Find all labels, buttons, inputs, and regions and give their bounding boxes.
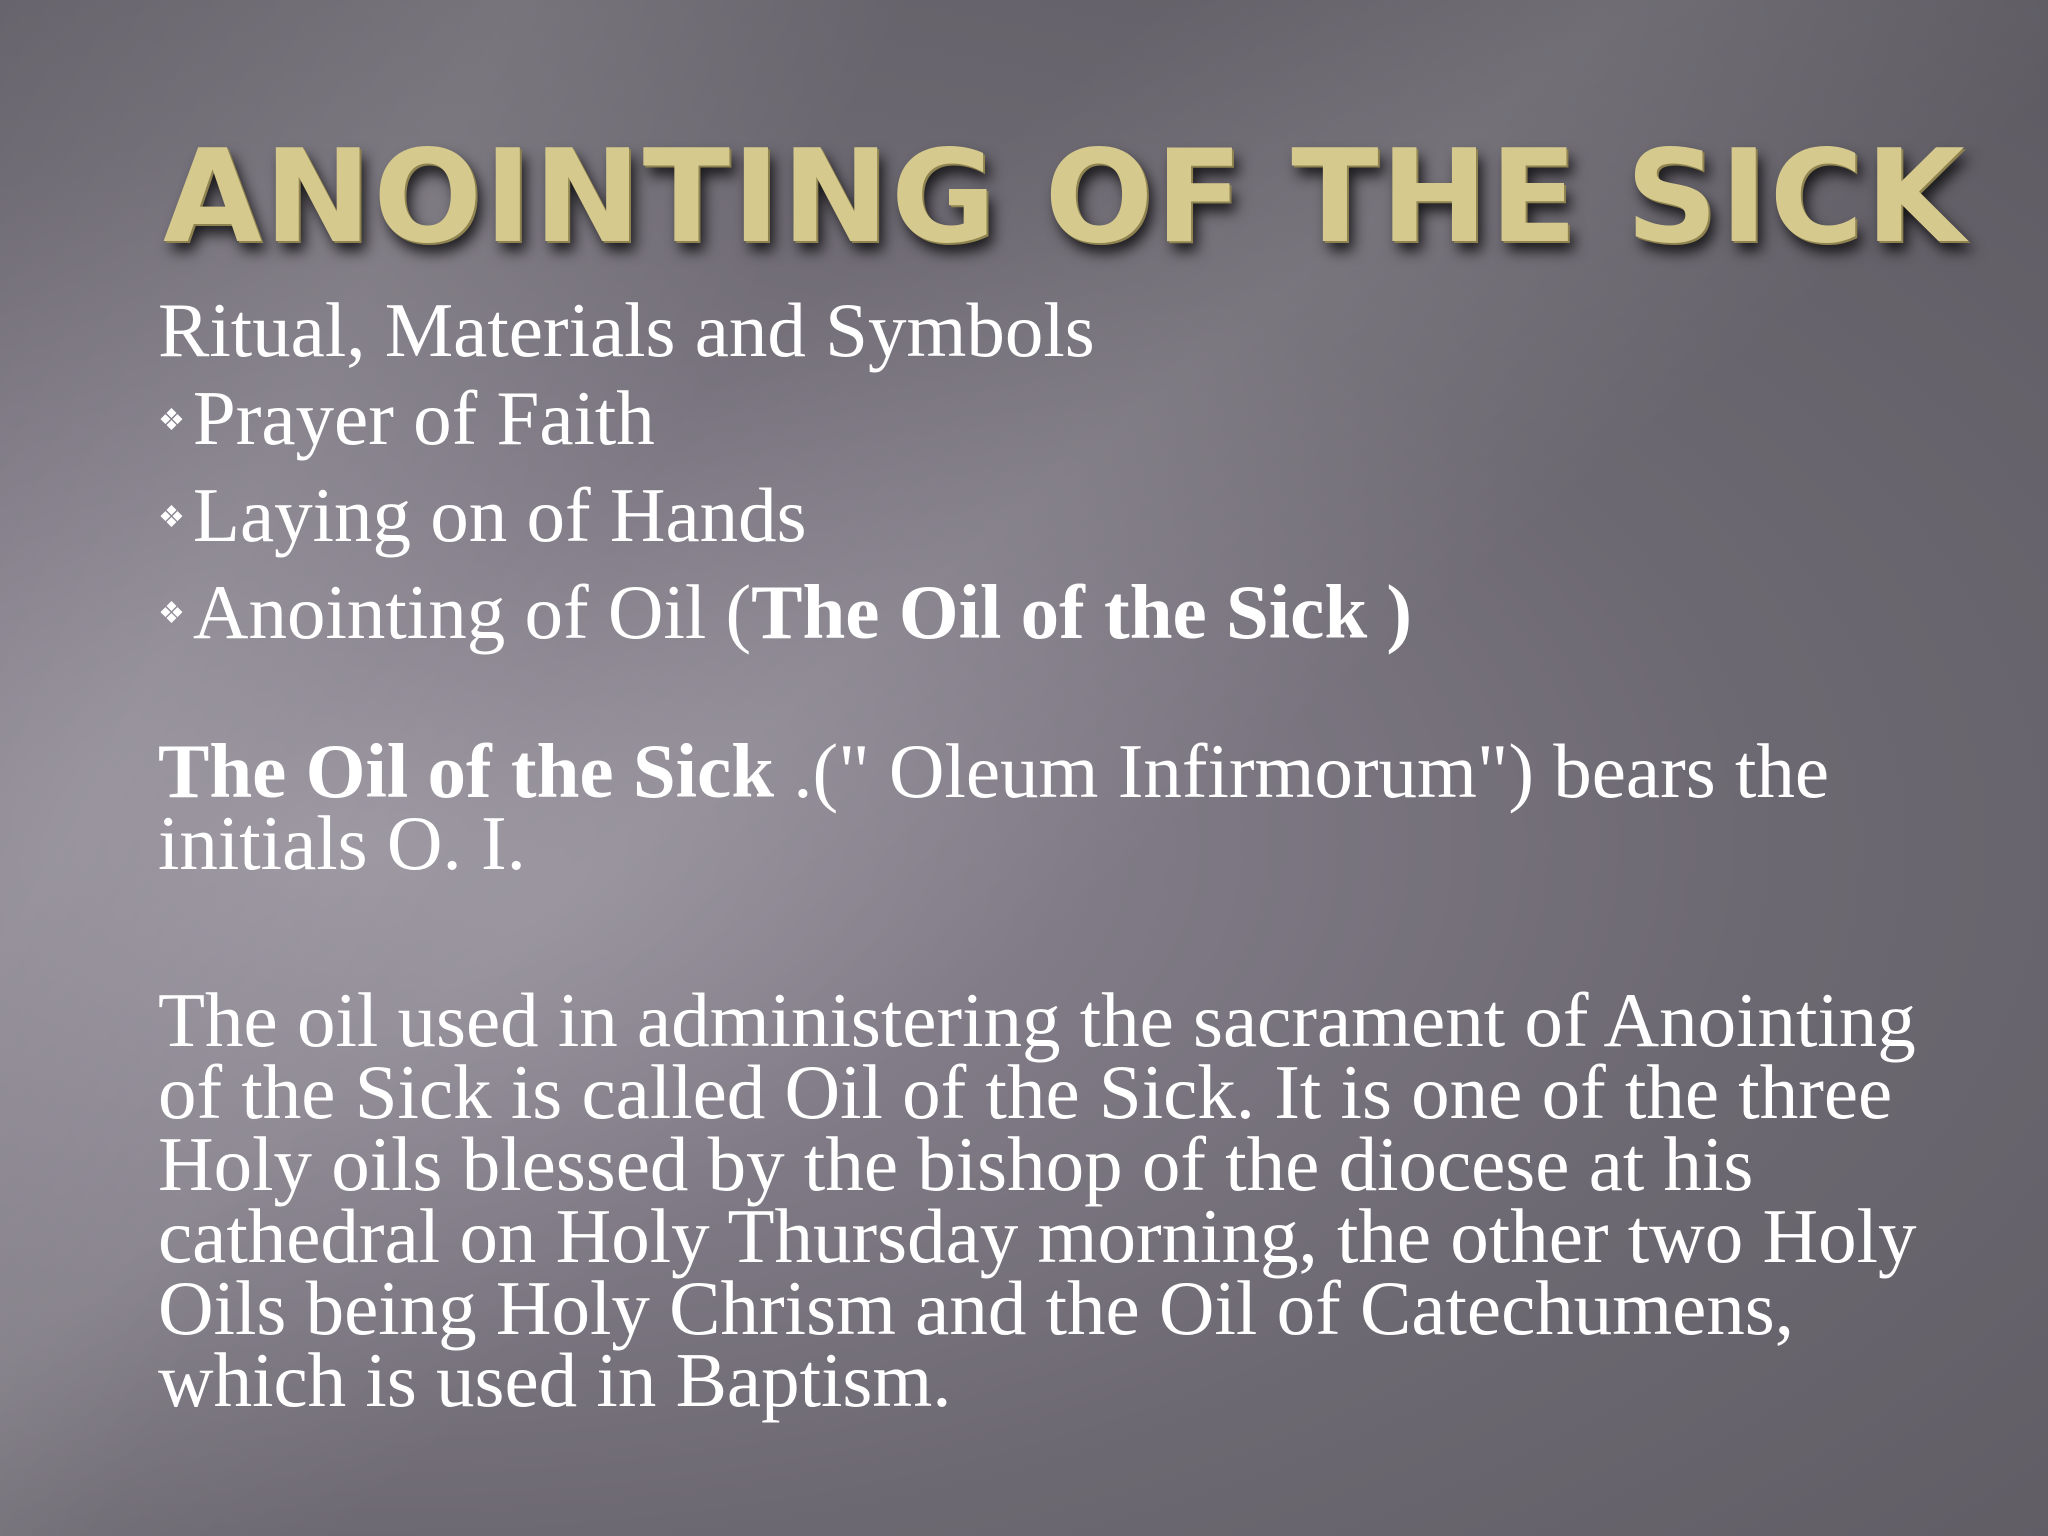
bullet-text: Laying on of Hands xyxy=(192,471,807,558)
bullet-item xyxy=(158,568,1998,665)
slide-title: ANOINTING OF THE SICK xyxy=(163,123,1967,272)
oil-paragraph xyxy=(158,728,1998,886)
description-paragraph: The oil used in administering the sacrament of Anointing of the Sick is called Oil of the Sick. It is one of the three Holy oils blessed by the bishop of the diocese at his cathedral on Holy Thursday morning, the other two Holy Oils being Holy Chrism and the Oil of Catechumens, which is used in Baptism. xyxy=(158,977,1917,1423)
oil-paragraph-bold: The Oil of the Sick xyxy=(158,728,775,814)
bullet-item xyxy=(158,471,1998,568)
bullet-text-bold: The Oil of the Sick ) xyxy=(751,568,1413,655)
slide-subheading: Ritual, Materials and Symbols xyxy=(158,287,1095,373)
bullet-text: Anointing of Oil ( xyxy=(192,568,752,655)
oil-paragraph-text: .(" Oleum Infirmorum") bears the initials O. I. xyxy=(158,728,1830,886)
diamond-bullet-icon: ❖ xyxy=(158,403,185,437)
bullet-list xyxy=(158,374,1998,664)
diamond-bullet-icon: ❖ xyxy=(158,500,185,534)
bullet-text: Prayer of Faith xyxy=(192,375,655,461)
bullet-item xyxy=(158,374,1998,471)
diamond-bullet-icon: ❖ xyxy=(158,597,185,631)
